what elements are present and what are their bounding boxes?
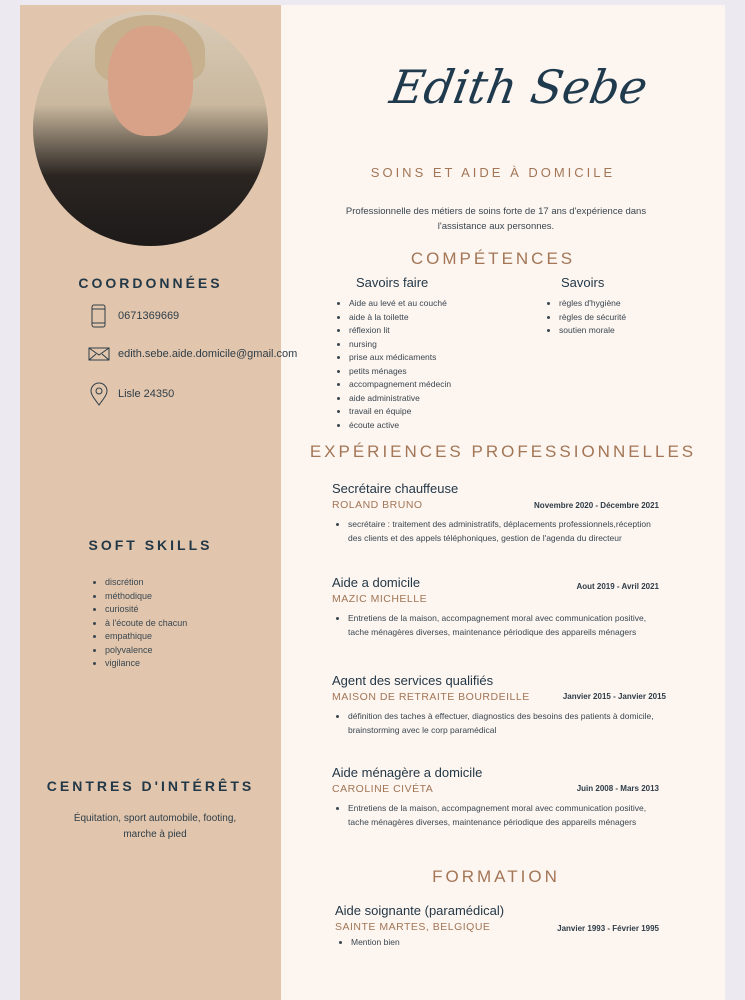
job-desc: • définition des taches à effectuer, diagnostics des besoins des patients à domicile, brainstorming avec le corp paramédical (348, 709, 662, 737)
interests-heading: CENTRES D'INTÉRÊTS (46, 778, 255, 794)
soft-skill: • polyvalence (105, 644, 187, 658)
soft-skill: • méthodique (105, 590, 187, 604)
phone-row (88, 304, 179, 328)
skill: • nursing (349, 338, 451, 352)
skill: • règles de sécurité (559, 311, 626, 325)
location: Lisle 24350 (118, 388, 175, 400)
skill: • aide à la toilette (349, 311, 451, 325)
savoirs-list (543, 297, 626, 338)
job-company: CAROLINE CIVÉTA (332, 783, 434, 795)
skill: • prise aux médicaments (349, 351, 451, 365)
soft-skill: • curiosité (105, 603, 187, 617)
formation-entry (335, 903, 659, 949)
skill: • écoute active (349, 419, 451, 433)
experience-heading: EXPÉRIENCES PROFESSIONNELLES (309, 442, 697, 461)
job-title: Secrétaire chauffeuse (332, 481, 459, 496)
job-company: MAISON DE RETRAITE BOURDEILLE (332, 691, 530, 703)
soft-skill: • empathique (105, 630, 187, 644)
intro: Professionnelle des métiers de soins forte de 17 ans d'expérience dans l'assistance aux personnes. (345, 206, 647, 232)
formation-dates: Janvier 1993 - Février 1995 (557, 924, 659, 933)
job-company: MAZIC MICHELLE (332, 593, 428, 605)
job-entry (332, 575, 659, 639)
soft-skill: • discrétion (105, 576, 187, 590)
soft-skills-list (105, 576, 187, 671)
email[interactable]: edith.sebe.aide.domicile@gmail.com (118, 348, 298, 360)
name-signature: Edith Sebe (386, 60, 652, 114)
job-dates: Novembre 2020 - Décembre 2021 (534, 501, 659, 510)
job-dates: Juin 2008 - Mars 2013 (576, 784, 659, 793)
savoir-faire-heading: Savoirs faire (356, 275, 429, 290)
contact-heading: COORDONNÉES (78, 275, 223, 291)
soft-skill: • vigilance (105, 657, 187, 671)
job-entry (332, 481, 659, 545)
email-row (88, 342, 297, 366)
skill: • petits ménages (349, 365, 451, 379)
skill: • soutien morale (559, 324, 626, 338)
skill: • règles d'hygiène (559, 297, 626, 311)
soft-skills-heading: SOFT SKILLS (88, 537, 213, 553)
location-row (88, 382, 174, 406)
skill: • aide administrative (349, 392, 451, 406)
job-entry (332, 673, 666, 737)
job-desc: • secrétaire : traitement des administratifs, déplacements professionnels,réception des clients et des appels téléphoniques, gestion de l'agenda du directeur (348, 517, 659, 545)
email-icon (88, 342, 110, 366)
tagline: SOINS ET AIDE À DOMICILE (370, 165, 616, 180)
savoirs-heading: Savoirs (561, 275, 605, 290)
job-dates: Janvier 2015 - Janvier 2015 (562, 692, 666, 701)
profile-photo (33, 11, 268, 246)
resume-page (20, 5, 725, 1000)
job-title: Agent des services qualifiés (332, 673, 494, 688)
job-entry (332, 765, 659, 829)
soft-skill: • à l'écoute de chacun (105, 617, 187, 631)
location-pin-icon (88, 382, 110, 406)
phone-icon (88, 304, 110, 328)
school: SAINTE MARTES, BELGIQUE (335, 921, 491, 933)
phone[interactable]: 0671369669 (118, 310, 180, 322)
interests: Équitation, sport automobile, footing, marche à pied (73, 813, 237, 840)
job-desc: • Entretiens de la maison, accompagnement moral avec communication positive, tache ménagères diverses, maintenance périodique des appareils ménagers (348, 801, 659, 829)
savoir-faire-list (333, 297, 451, 432)
skill: • Aide au levé et au couché (349, 297, 451, 311)
skill: • accompagnement médecin (349, 378, 451, 392)
job-title: Aide ménagère a domicile (332, 765, 483, 780)
main-content (281, 5, 725, 1000)
skill: • travail en équipe (349, 405, 451, 419)
job-title: Aide a domicile (332, 575, 421, 590)
job-desc: • Entretiens de la maison, accompagnement moral avec communication positive, tache ménagères diverses, maintenance périodique des appareils ménagers (348, 611, 659, 639)
degree: Aide soignante (paramédical) (335, 903, 505, 918)
skills-heading: COMPÉTENCES (410, 249, 576, 268)
formation-heading: FORMATION (432, 867, 560, 886)
sidebar (20, 5, 298, 1000)
skill: • réflexion lit (349, 324, 451, 338)
job-dates: Aout 2019 - Avril 2021 (576, 582, 659, 591)
job-company: ROLAND BRUNO (332, 499, 423, 511)
formation-note: • Mention bien (351, 935, 659, 949)
